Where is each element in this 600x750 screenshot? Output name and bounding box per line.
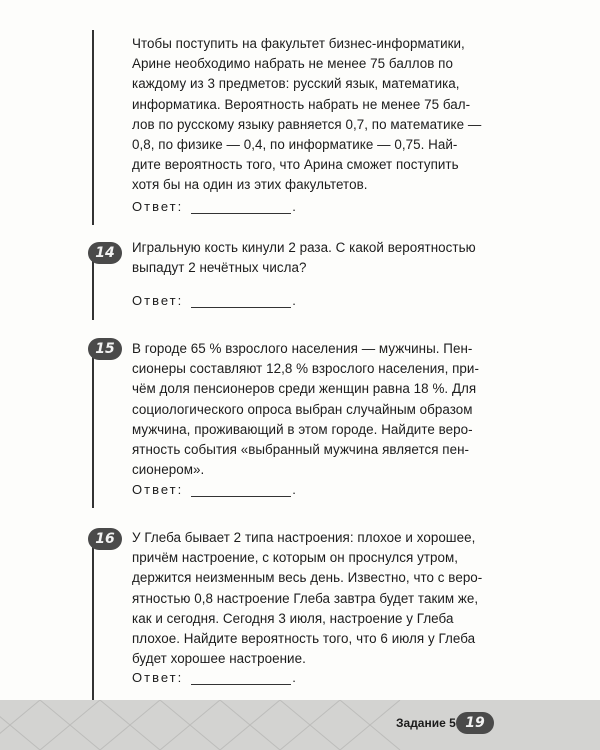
answer-label: Ответ: xyxy=(132,293,184,308)
text-line: ятностью 0,8 настроение Глеба завтра будет таким же, xyxy=(132,590,479,606)
text-line: каждому из 3 предметов: русский язык, математика, xyxy=(132,76,460,92)
problem-16-margin-line xyxy=(92,540,94,700)
answer-label: Ответ: xyxy=(132,482,184,497)
problem-15-margin-line xyxy=(92,348,94,508)
answer-blank[interactable] xyxy=(191,482,291,497)
problem-16-number-badge: 16 xyxy=(88,528,122,550)
text-line: дите вероятность того, что Арина сможет поступить xyxy=(132,157,459,173)
answer-label: Ответ: xyxy=(132,670,184,685)
footer-pattern xyxy=(0,700,600,750)
text-line: Игральную кость кинули 2 раза. С какой вероятностью xyxy=(132,240,476,255)
problem-15-text xyxy=(132,339,504,480)
problem-13-margin-line xyxy=(92,30,94,225)
problem-15-answer: Ответ: . xyxy=(132,482,296,497)
answer-blank[interactable] xyxy=(191,293,291,308)
answer-blank[interactable] xyxy=(191,199,291,214)
problem-14-number-badge: 14 xyxy=(88,242,122,264)
problem-15-number-badge: 15 xyxy=(88,338,122,360)
text-line: сионером». xyxy=(132,462,205,478)
problem-13-answer: Ответ: . xyxy=(132,199,296,214)
text-line: информатика. Вероятность набрать не менее 75 бал- xyxy=(132,96,471,112)
text-line: как и сегодня. Сегодня 3 июля, настроение у Глеба xyxy=(132,610,454,626)
text-line: причём настроение, с которым он проснулся утром, xyxy=(132,550,459,566)
text-line: ятность события «выбранный мужчина является пен- xyxy=(132,442,470,458)
page-footer xyxy=(0,700,600,750)
answer-label: Ответ: xyxy=(132,199,184,214)
text-line: выпадут 2 нечётных числа? xyxy=(132,260,307,276)
answer-blank[interactable] xyxy=(191,670,291,685)
text-line: В городе 65 % взрослого населения — мужчины. Пен- xyxy=(132,341,473,356)
text-line: У Глеба бывает 2 типа настроения: плохое и хорошее, xyxy=(132,530,476,545)
text-line: чём доля пенсионеров среди женщин равна 18 %. Для xyxy=(132,381,477,397)
text-line: Арине необходимо набрать не менее 75 баллов по xyxy=(132,56,453,72)
text-line: социологического опроса выбран случайным образом xyxy=(132,401,473,417)
section-label: Задание 5 xyxy=(396,716,456,730)
problem-14-answer: Ответ: . xyxy=(132,293,296,308)
text-line: 0,8, по физике — 0,4, по информатике — 0,75. Най- xyxy=(132,137,458,153)
text-line: будет хорошее настроение. xyxy=(132,651,306,667)
text-line: сионеры составляют 12,8 % взрослого населения, при- xyxy=(132,361,479,377)
text-line: хотя бы на один из этих факультетов. xyxy=(132,177,368,193)
problem-16-answer: Ответ: . xyxy=(132,670,296,685)
text-line: Чтобы поступить на факультет бизнес-информатики, xyxy=(132,36,465,51)
text-line: лов по русскому языку равняется 0,7, по математике — xyxy=(132,116,482,132)
problem-16-text xyxy=(132,528,504,669)
problem-14-text xyxy=(132,238,504,278)
text-line: плохое. Найдите вероятность того, что 6 июля у Глеба xyxy=(132,631,476,647)
text-line: держится неизменным весь день. Известно, что с веро- xyxy=(132,570,483,586)
page-number-badge: 19 xyxy=(456,712,494,734)
problem-13-text xyxy=(132,34,504,196)
text-line: мужчина, проживающий в этом городе. Найдите веро- xyxy=(132,421,473,437)
